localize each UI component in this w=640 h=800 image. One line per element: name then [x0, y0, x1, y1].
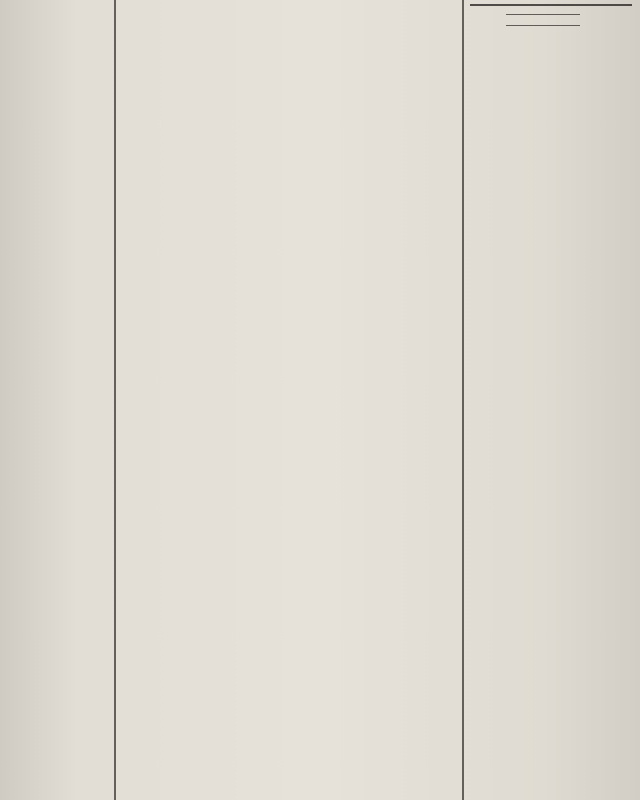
right-column [466, 0, 640, 36]
headline-divider [506, 14, 580, 15]
column-rule-left [114, 0, 116, 800]
headline-rule [470, 4, 632, 6]
deck-divider [506, 25, 580, 26]
column-rule-right [462, 0, 464, 800]
